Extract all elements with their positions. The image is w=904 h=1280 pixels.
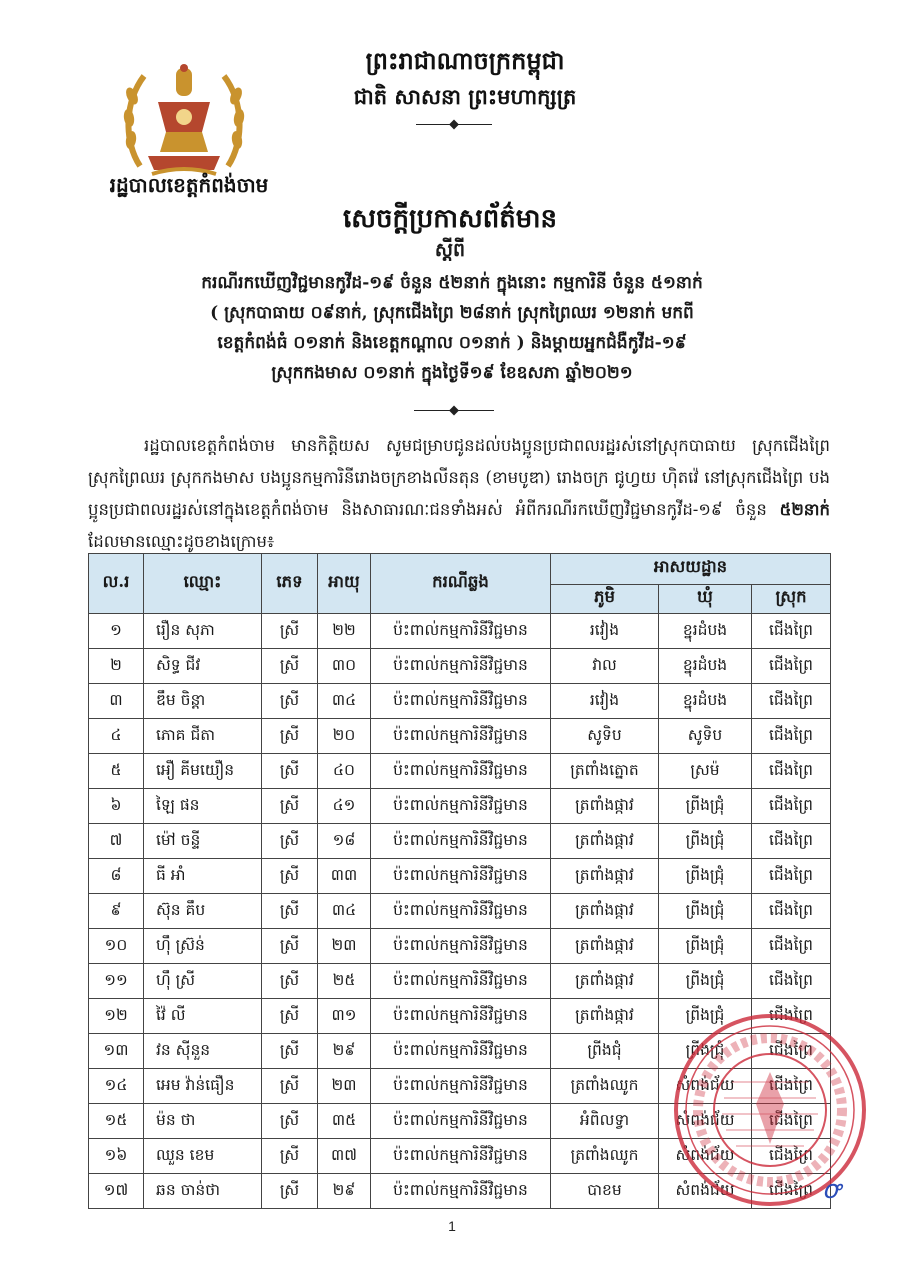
table-row xyxy=(89,964,831,999)
cell-sex: ស្រី xyxy=(262,894,318,929)
kingdom-heading: ព្រះរាជាណាចក្រកម្ពុជា xyxy=(365,46,565,75)
cell-sex: ស្រី xyxy=(262,964,318,999)
cell-no: ២ xyxy=(89,649,144,684)
cell-age: ៣៤ xyxy=(318,894,371,929)
cell-no: ៣ xyxy=(89,684,144,719)
cell-age: ២២ xyxy=(318,614,371,649)
cell-sex: ស្រី xyxy=(262,1104,318,1139)
cell-case: ប៉ះពាល់កម្មការិនីវិជ្ជមាន xyxy=(371,1104,551,1139)
cell-no: ១៧ xyxy=(89,1174,144,1209)
cell-name: ឈួន ខេម xyxy=(144,1139,262,1174)
cell-age: ១៨ xyxy=(318,824,371,859)
header-name: ឈ្មោះ xyxy=(144,554,262,614)
cell-commune: ព្រីងជ្រុំ xyxy=(659,859,752,894)
cell-district: ជើងព្រៃ xyxy=(752,1069,831,1104)
cell-district: ជើងព្រៃ xyxy=(752,824,831,859)
cell-name: ម៉ៅ ចន្ទី xyxy=(144,824,262,859)
cell-sex: ស្រី xyxy=(262,999,318,1034)
cell-case: ប៉ះពាល់កម្មការិនីវិជ្ជមាន xyxy=(371,754,551,789)
case-count: ៥២នាក់ xyxy=(779,500,830,519)
cell-no: ១៣ xyxy=(89,1034,144,1069)
cell-commune: ព្រីងជ្រុំ xyxy=(659,999,752,1034)
cell-commune: ព្រីងជ្រុំ xyxy=(659,1034,752,1069)
cell-age: ៣១ xyxy=(318,999,371,1034)
cell-village: ត្រពាំងផ្កាវ xyxy=(551,964,659,999)
cell-sex: ស្រី xyxy=(262,789,318,824)
intro-text: រដ្ឋបាលខេត្តកំពង់ចាម មានកិត្តិយស សូមជម្រាបជូនដល់បងប្អូនប្រជាពលរដ្ឋរស់នៅស្រុកបាធាយ ស្រុកជើងព្រៃ ស្រុកព្រៃឈរ ស្រុកកងមាស បងប្អូនកម្មការិនីរោងចក្រខាងលីនតុន (ខាមបូឌា) រោងចក្រ ជូហ្វយ ហ៊ិតវ៉េ នៅស្រុកជើងព្រៃ បងប្អូនប្រជាពលរដ្ឋរស់នៅក្នុងខេត្តកំពង់ចាម និងសាធារណៈជនទាំងអស់ អំពីករណីរកឃើញវិជ្ជមានកូវីដ-១៩ ចំនួន xyxy=(88,436,830,519)
cell-village: ត្រពាំងផ្កាវ xyxy=(551,789,659,824)
cell-name: អឿ គីមយឿន xyxy=(144,754,262,789)
national-motto: ជាតិ សាសនា ព្រះមហាក្សត្រ xyxy=(353,84,577,109)
cell-sex: ស្រី xyxy=(262,614,318,649)
subject-line: ករណីរកឃើញវិជ្ជមានកូវីដ-១៩ ចំនួន ៥២នាក់ ក្នុងនោះ កម្មការិនី ចំនួន ៥១នាក់ xyxy=(201,273,703,293)
table-row xyxy=(89,929,831,964)
table-row xyxy=(89,789,831,824)
cell-village: បាខម xyxy=(551,1174,659,1209)
cell-age: ២០ xyxy=(318,719,371,754)
cell-village: សូទិប xyxy=(551,719,659,754)
cell-age: ២៥ xyxy=(318,964,371,999)
cell-village: ព្រីងជុំ xyxy=(551,1034,659,1069)
cell-commune: សំពង់ជ័យ xyxy=(659,1174,752,1209)
cell-sex: ស្រី xyxy=(262,929,318,964)
cell-village: រវៀង xyxy=(551,614,659,649)
header-commune: ឃុំ xyxy=(659,585,752,614)
cell-case: ប៉ះពាល់កម្មការិនីវិជ្ជមាន xyxy=(371,999,551,1034)
cell-commune: សំពង់ជ័យ xyxy=(659,1104,752,1139)
cell-no: ១៤ xyxy=(89,1069,144,1104)
cell-commune: សំពង់ជ័យ xyxy=(659,1139,752,1174)
cell-sex: ស្រី xyxy=(262,1139,318,1174)
cell-age: ៣៥ xyxy=(318,1104,371,1139)
cell-no: ១ xyxy=(89,614,144,649)
cell-district: ជើងព្រៃ xyxy=(752,894,831,929)
subject-line: ខេត្តកំពង់ធំ ០១នាក់ និងខេត្តកណ្តាល ០១នាក់ ) និងម្តាយអ្នកជំងឺកូវីដ-១៩ xyxy=(217,333,687,353)
cell-district: ជើងព្រៃ xyxy=(752,859,831,894)
cell-village: ត្រពាំងផ្កាវ xyxy=(551,929,659,964)
cell-village: ត្រពាំងផ្កាវ xyxy=(551,859,659,894)
cell-name: វ៉ៃ លី xyxy=(144,999,262,1034)
cell-case: ប៉ះពាល់កម្មការិនីវិជ្ជមាន xyxy=(371,824,551,859)
cell-name: ឌឹម ចិន្តា xyxy=(144,684,262,719)
header-age: អាយុ xyxy=(318,554,371,614)
cell-sex: ស្រី xyxy=(262,754,318,789)
cell-age: ២៩ xyxy=(318,1034,371,1069)
table-row xyxy=(89,614,831,649)
cell-no: ៧ xyxy=(89,824,144,859)
cell-commune: ព្រីងជ្រុំ xyxy=(659,964,752,999)
cell-no: ៨ xyxy=(89,859,144,894)
cell-name: ហ៊ឹ ស្រ៊ន់ xyxy=(144,929,262,964)
issuing-authority: រដ្ឋបាលខេត្តកំពង់ចាម xyxy=(109,173,269,197)
cell-age: ២៣ xyxy=(318,929,371,964)
cell-age: ៣០ xyxy=(318,649,371,684)
subject-line: ( ស្រុកបាធាយ ០៩នាក់, ស្រុកជើងព្រៃ ២៨នាក់ ស្រុកព្រៃឈរ ១២នាក់ មកពី xyxy=(210,303,694,323)
cell-commune: ព្រីងជ្រុំ xyxy=(659,789,752,824)
cell-sex: ស្រី xyxy=(262,859,318,894)
cell-sex: ស្រី xyxy=(262,1034,318,1069)
cell-commune: ខ្នុរដំបង xyxy=(659,649,752,684)
cell-case: ប៉ះពាល់កម្មការិនីវិជ្ជមាន xyxy=(371,894,551,929)
cell-village: ត្រពាំងឈូក xyxy=(551,1069,659,1104)
title-divider xyxy=(414,410,494,411)
cell-commune: ខ្នុរដំបង xyxy=(659,614,752,649)
cell-sex: ស្រី xyxy=(262,1174,318,1209)
cell-sex: ស្រី xyxy=(262,649,318,684)
header-case: ករណីឆ្លង xyxy=(371,554,551,614)
cell-district: ជើងព្រៃ xyxy=(752,719,831,754)
cell-village: ត្រពាំងឈូក xyxy=(551,1139,659,1174)
cell-no: ៥ xyxy=(89,754,144,789)
cell-age: ៤០ xyxy=(318,754,371,789)
cell-commune: សំពង់ជ័យ xyxy=(659,1069,752,1104)
table-row xyxy=(89,859,831,894)
header-no: ល.រ xyxy=(89,554,144,614)
cell-no: ៦ xyxy=(89,789,144,824)
cell-case: ប៉ះពាល់កម្មការិនីវិជ្ជមាន xyxy=(371,684,551,719)
cell-age: ២៩ xyxy=(318,1174,371,1209)
cell-name: វន ស៊ីនួន xyxy=(144,1034,262,1069)
cell-commune: ព្រីងជ្រុំ xyxy=(659,929,752,964)
cell-name: ស៊ុន គឹប xyxy=(144,894,262,929)
intro-paragraph xyxy=(88,430,830,558)
table-row xyxy=(89,649,831,684)
cell-district: ជើងព្រៃ xyxy=(752,929,831,964)
cell-name: ភោគ ជីតា xyxy=(144,719,262,754)
cell-case: ប៉ះពាល់កម្មការិនីវិជ្ជមាន xyxy=(371,1139,551,1174)
cell-sex: ស្រី xyxy=(262,1069,318,1104)
cell-name: ម៉ន ថា xyxy=(144,1104,262,1139)
cell-district: ជើងព្រៃ xyxy=(752,684,831,719)
cell-village: អំពិលទ្វា xyxy=(551,1104,659,1139)
cell-name: ធី អាំ xyxy=(144,859,262,894)
cell-case: ប៉ះពាល់កម្មការិនីវិជ្ជមាន xyxy=(371,1174,551,1209)
cell-age: ៤១ xyxy=(318,789,371,824)
cell-village: ត្រពាំងផ្កាវ xyxy=(551,894,659,929)
cell-district: ជើងព្រៃ xyxy=(752,964,831,999)
cell-case: ប៉ះពាល់កម្មការិនីវិជ្ជមាន xyxy=(371,614,551,649)
cell-commune: ស្រម៉ xyxy=(659,754,752,789)
cell-age: ៣៤ xyxy=(318,684,371,719)
table-row xyxy=(89,684,831,719)
cell-village: ត្រពាំងត្នោត xyxy=(551,754,659,789)
cell-case: ប៉ះពាល់កម្មការិនីវិជ្ជមាន xyxy=(371,1069,551,1104)
cell-village: រវៀង xyxy=(551,684,659,719)
cell-no: ១២ xyxy=(89,999,144,1034)
cell-sex: ស្រី xyxy=(262,684,318,719)
cell-case: ប៉ះពាល់កម្មការិនីវិជ្ជមាន xyxy=(371,859,551,894)
cell-district: ជើងព្រៃ xyxy=(752,614,831,649)
cell-commune: ព្រីងជ្រុំ xyxy=(659,824,752,859)
cell-case: ប៉ះពាល់កម្មការិនីវិជ្ជមាន xyxy=(371,964,551,999)
cell-no: ៩ xyxy=(89,894,144,929)
press-release-title: សេចក្តីប្រកាសព័ត៌មាន xyxy=(342,204,558,234)
cell-sex: ស្រី xyxy=(262,719,318,754)
table-row xyxy=(89,894,831,929)
cell-case: ប៉ះពាល់កម្មការិនីវិជ្ជមាន xyxy=(371,719,551,754)
cell-no: ១៥ xyxy=(89,1104,144,1139)
cell-village: ត្រពាំងផ្កាវ xyxy=(551,999,659,1034)
subject-block xyxy=(80,268,824,388)
cell-age: ២៣ xyxy=(318,1069,371,1104)
cell-name: អេម វ៉ាន់ធឿន xyxy=(144,1069,262,1104)
intro-text-end: ដែលមានឈ្មោះដូចខាងក្រោម៖ xyxy=(88,532,275,551)
table-row xyxy=(89,719,831,754)
about-label: ស្តីពី xyxy=(434,239,466,261)
cell-commune: សូទិប xyxy=(659,719,752,754)
cell-district: ជើងព្រៃ xyxy=(752,1104,831,1139)
header-sex: ភេទ xyxy=(262,554,318,614)
cell-district: ជើងព្រៃ xyxy=(752,789,831,824)
cell-case: ប៉ះពាល់កម្មការិនីវិជ្ជមាន xyxy=(371,649,551,684)
cell-no: ១០ xyxy=(89,929,144,964)
subject-line: ស្រុកកងមាស ០១នាក់ ក្នុងថ្ងៃទី១៩ ខែឧសភា ឆ្នាំ២០២១ xyxy=(271,363,633,383)
cell-name: សិទ្ធ ជីវ xyxy=(144,649,262,684)
cell-case: ប៉ះពាល់កម្មការិនីវិជ្ជមាន xyxy=(371,789,551,824)
cell-commune: ខ្នុរដំបង xyxy=(659,684,752,719)
cell-village: វាល xyxy=(551,649,659,684)
table-row xyxy=(89,754,831,789)
cell-district: ជើងព្រៃ xyxy=(752,1174,831,1209)
cell-name: រឿន សុភា xyxy=(144,614,262,649)
cell-case: ប៉ះពាល់កម្មការិនីវិជ្ជមាន xyxy=(371,1034,551,1069)
header-address: អាសយដ្ឋាន xyxy=(551,554,831,585)
cell-name: ហ៊ឹ ស្រី xyxy=(144,964,262,999)
cell-no: ៤ xyxy=(89,719,144,754)
cell-case: ប៉ះពាល់កម្មការិនីវិជ្ជមាន xyxy=(371,929,551,964)
cell-commune: ព្រីងជ្រុំ xyxy=(659,894,752,929)
header-divider xyxy=(416,124,492,125)
cell-district: ជើងព្រៃ xyxy=(752,999,831,1034)
provincial-emblem-icon xyxy=(122,62,246,180)
header-village: ភូមិ xyxy=(551,585,659,614)
cell-district: ជើងព្រៃ xyxy=(752,1034,831,1069)
cell-district: ជើងព្រៃ xyxy=(752,1139,831,1174)
cell-sex: ស្រី xyxy=(262,824,318,859)
cell-age: ៣៣ xyxy=(318,859,371,894)
signature-mark: ꝍ xyxy=(822,1175,840,1205)
cell-no: ១៦ xyxy=(89,1139,144,1174)
cell-district: ជើងព្រៃ xyxy=(752,754,831,789)
cell-name: ឡៃ ផន xyxy=(144,789,262,824)
cell-no: ១១ xyxy=(89,964,144,999)
cell-village: ត្រពាំងផ្កាវ xyxy=(551,824,659,859)
page-number: 1 xyxy=(448,1218,456,1234)
header-district: ស្រុក xyxy=(752,585,831,614)
table-row xyxy=(89,824,831,859)
cell-age: ៣៧ xyxy=(318,1139,371,1174)
cell-name: ឆន ចាន់ថា xyxy=(144,1174,262,1209)
cell-district: ជើងព្រៃ xyxy=(752,649,831,684)
